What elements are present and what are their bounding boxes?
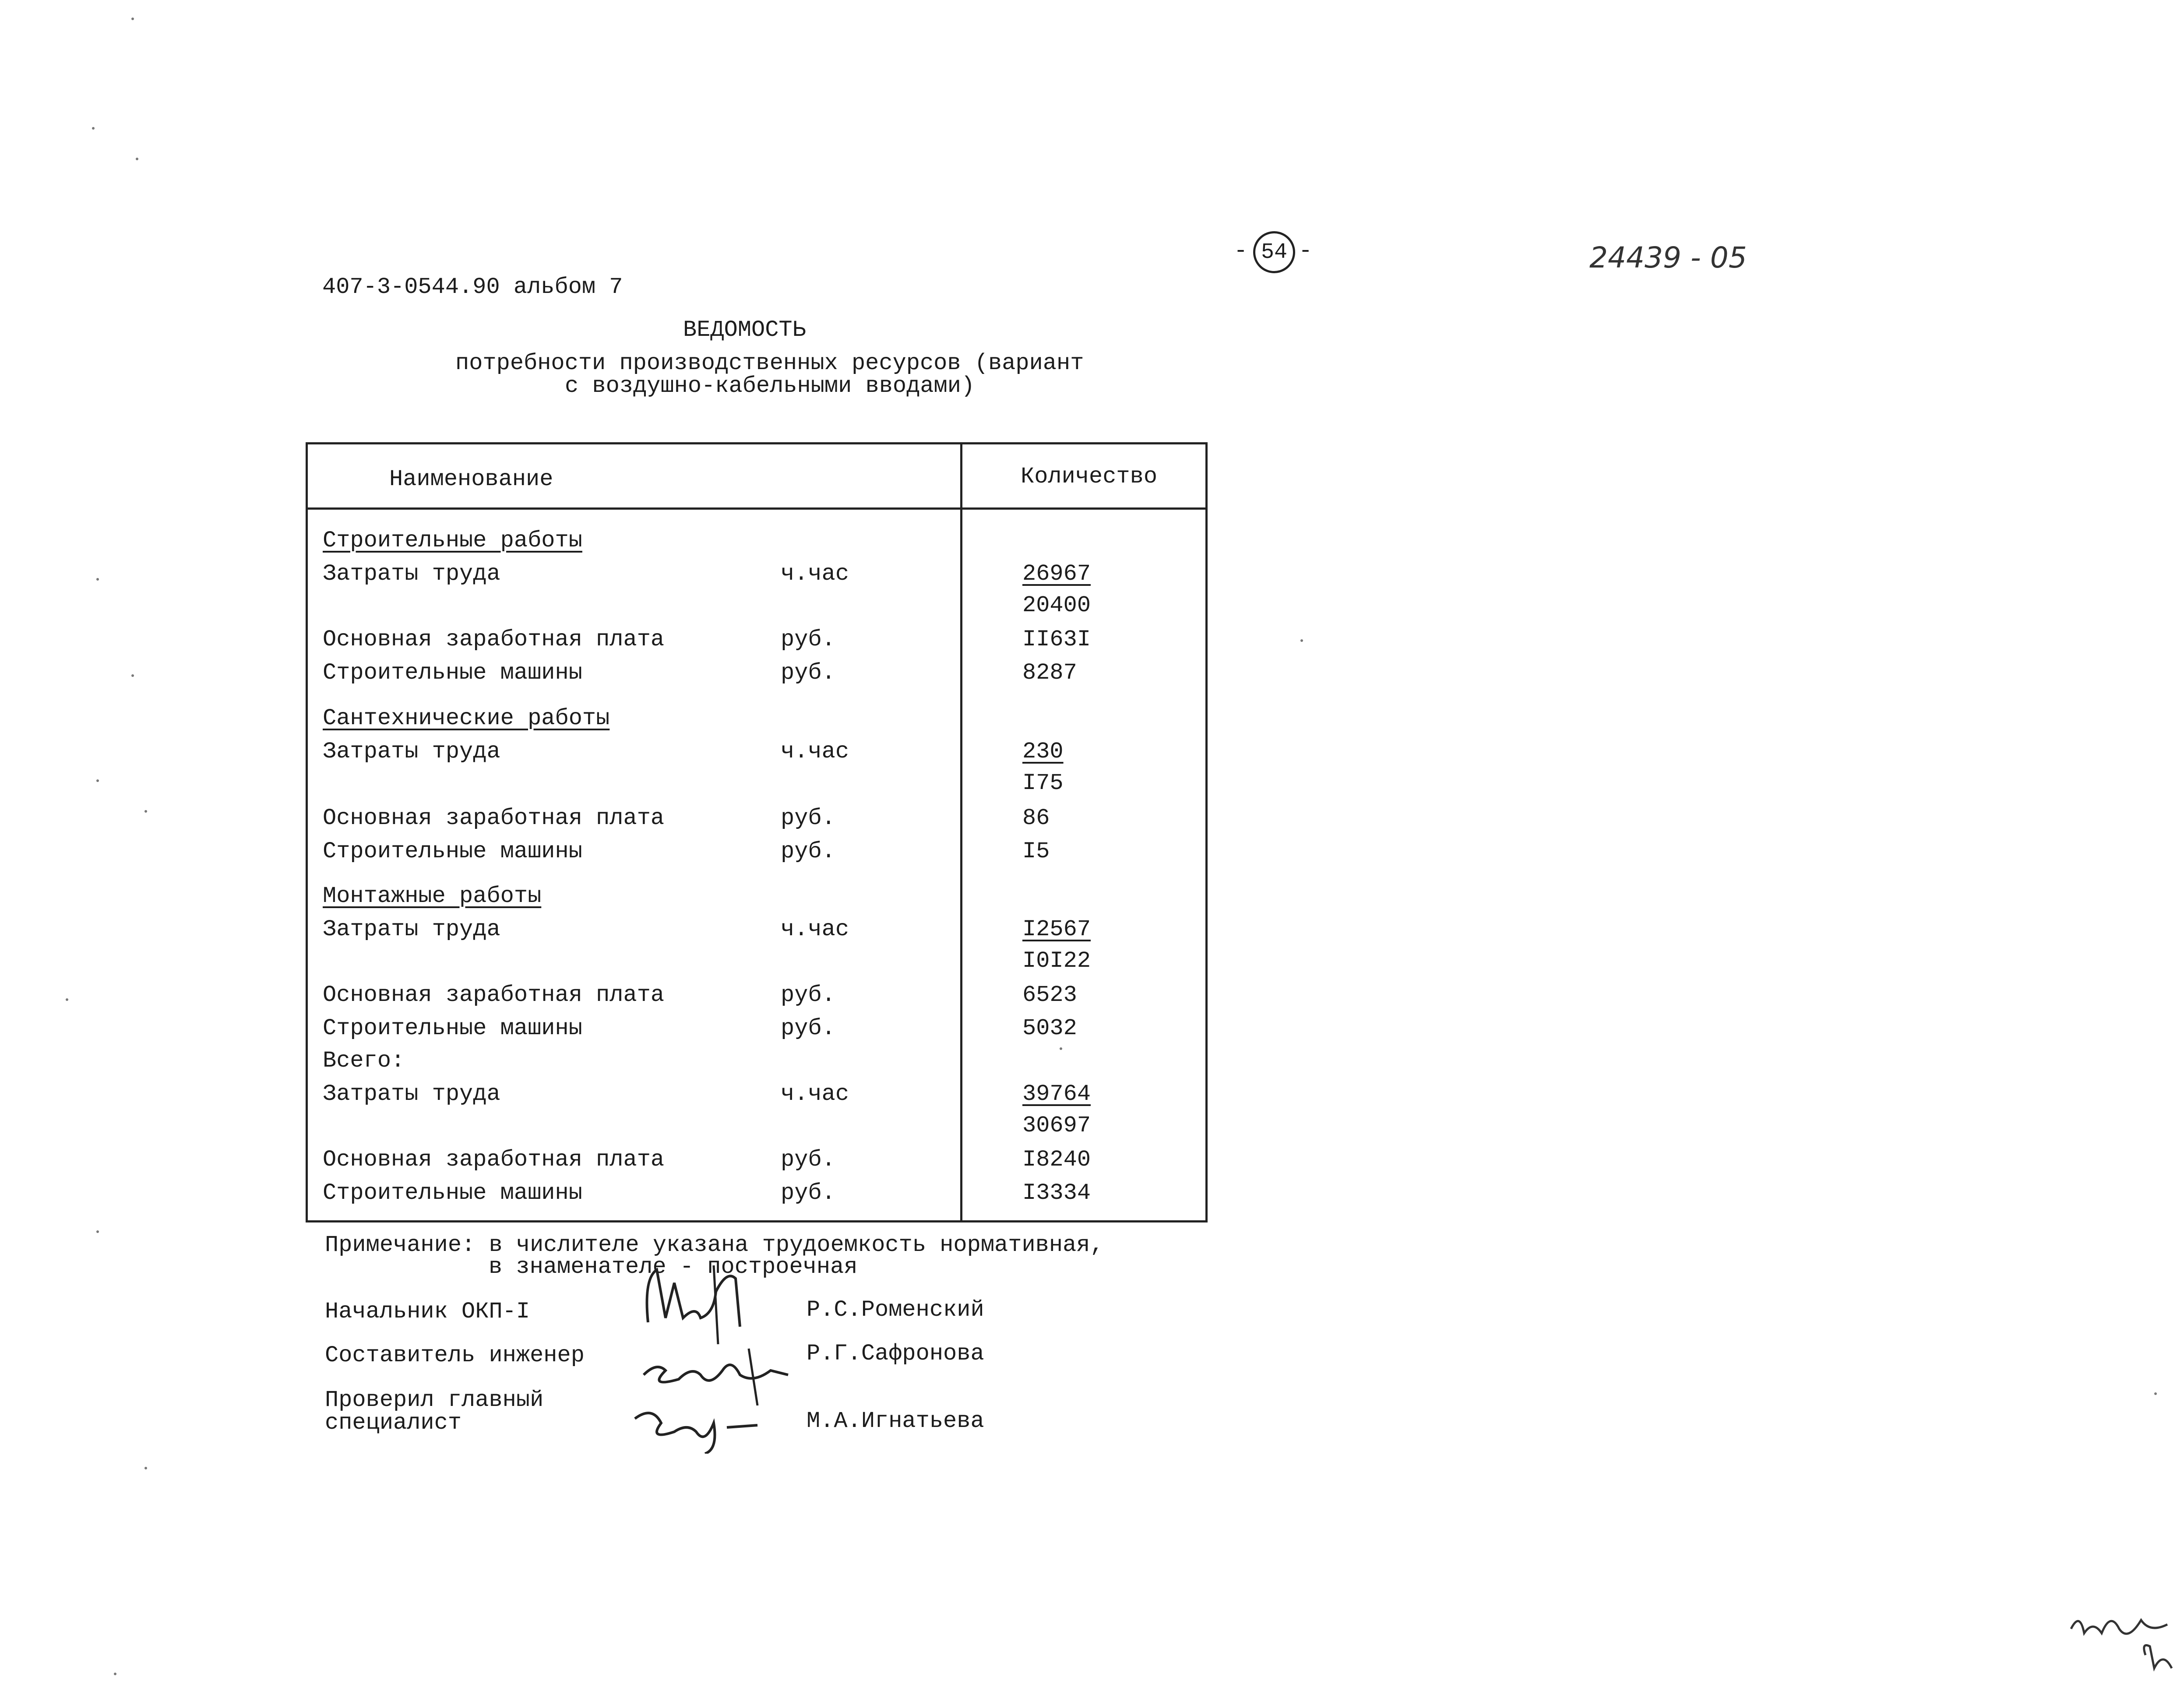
table-row (308, 805, 1205, 838)
note-line1: Примечание: в числителе указана трудоемкость нормативная, (325, 1232, 1104, 1258)
table-row (308, 627, 1205, 660)
row-unit: руб. (781, 1147, 835, 1173)
row-unit: руб. (781, 1015, 835, 1041)
table-row-denominator (308, 770, 1205, 803)
row-unit: ч.час (781, 739, 849, 764)
row-name: Затраты труда (323, 916, 500, 942)
table-row-denominator (308, 1113, 1205, 1146)
row-unit: руб. (781, 660, 835, 686)
row-unit: руб. (781, 838, 835, 864)
row-quantity: I5 (1022, 838, 1050, 864)
row-name: Строительные машины (323, 1015, 582, 1041)
row-quantity-denominator: 20400 (1022, 592, 1091, 618)
header-divider (308, 507, 1205, 510)
table-row (308, 982, 1205, 1015)
row-quantity-denominator: I75 (1022, 770, 1064, 796)
row-unit: руб. (781, 1180, 835, 1206)
signer-name: Р.С.Роменский (807, 1297, 984, 1323)
row-quantity-denominator: 30697 (1022, 1113, 1091, 1138)
row-quantity: I3334 (1022, 1180, 1091, 1206)
page-number: 54 (1253, 231, 1295, 273)
document-code: 407-3-0544.90 альбом 7 (322, 274, 623, 300)
row-name: Затраты труда (323, 739, 500, 764)
row-unit: руб. (781, 627, 835, 652)
signer-role-line2: специалист (325, 1410, 462, 1436)
row-quantity-numerator: 230 (1022, 739, 1064, 764)
row-name: Основная заработная плата (323, 627, 665, 652)
document-title: ВЕДОМОСТЬ (683, 317, 806, 343)
scan-speck (96, 578, 99, 581)
signer-role: Составитель инженер (325, 1342, 585, 1368)
signer-name: М.А.Игнатьева (807, 1408, 984, 1434)
scan-speck (1060, 1047, 1062, 1050)
table-row (308, 660, 1205, 693)
scan-speck (96, 779, 99, 782)
corner-signature (2067, 1603, 2180, 1677)
table-row (308, 1015, 1205, 1049)
scan-speck (1300, 639, 1303, 642)
section-title: Монтажные работы (323, 883, 542, 909)
note-line2: в знаменателе - построечная (489, 1254, 858, 1280)
page-number-dash-left: - (1234, 238, 1248, 264)
table-row (308, 838, 1205, 872)
scan-speck (131, 18, 134, 20)
table-row (308, 916, 1205, 950)
row-name: Основная заработная плата (323, 1147, 665, 1173)
row-name: Затраты труда (323, 1081, 500, 1107)
table-row (308, 1180, 1205, 1213)
document-subtitle-line2: с воздушно-кабельными вводами) (565, 373, 975, 399)
resource-table (306, 442, 1208, 1222)
column-header-quantity: Количество (1021, 464, 1158, 490)
row-quantity-numerator: 39764 (1022, 1081, 1091, 1107)
scan-speck (66, 998, 68, 1001)
scan-speck (2154, 1392, 2157, 1395)
table-row-denominator (308, 948, 1205, 981)
section-title: Сантехнические работы (323, 705, 610, 731)
row-quantity: 5032 (1022, 1015, 1077, 1041)
signer-role-line1: Проверил главный (325, 1387, 544, 1413)
signer-name: Р.Г.Сафронова (807, 1341, 984, 1367)
table-row (308, 561, 1205, 594)
row-unit: ч.час (781, 561, 849, 587)
section-title-total: Всего: (323, 1048, 405, 1074)
row-name: Строительные машины (323, 1180, 582, 1206)
scan-speck (114, 1673, 116, 1675)
row-quantity-numerator: I2567 (1022, 916, 1091, 942)
document-subtitle-line1: потребности производственных ресурсов (вариант (455, 350, 1084, 376)
page-number-dash-right: - (1299, 238, 1313, 264)
row-quantity: 86 (1022, 805, 1050, 831)
table-row (308, 739, 1205, 772)
row-unit: ч.час (781, 916, 849, 942)
table-row (308, 1147, 1205, 1180)
signature-scribble (639, 1340, 797, 1406)
scan-speck (96, 1230, 99, 1233)
scan-speck (131, 674, 134, 677)
column-header-name: Наименование (389, 466, 553, 492)
table-row-denominator (308, 592, 1205, 626)
scan-speck (144, 810, 147, 813)
table-row (308, 1081, 1205, 1114)
handwritten-code: 24439 - 05 (1589, 241, 1747, 275)
signature-scribble (631, 1406, 762, 1454)
row-quantity: II63I (1022, 627, 1091, 652)
scan-speck (92, 127, 95, 130)
row-unit: руб. (781, 805, 835, 831)
row-quantity: I8240 (1022, 1147, 1091, 1173)
scan-speck (144, 1467, 147, 1469)
row-quantity: 8287 (1022, 660, 1077, 686)
scan-speck (136, 158, 138, 160)
row-quantity-numerator: 26967 (1022, 561, 1091, 587)
row-name: Строительные машины (323, 660, 582, 686)
row-name: Затраты труда (323, 561, 500, 587)
row-name: Основная заработная плата (323, 805, 665, 831)
row-name: Основная заработная плата (323, 982, 665, 1008)
row-unit: руб. (781, 982, 835, 1008)
signer-role: Начальник ОКП-I (325, 1299, 530, 1325)
row-quantity: 6523 (1022, 982, 1077, 1008)
section-title: Строительные работы (323, 528, 582, 553)
row-quantity-denominator: I0I22 (1022, 948, 1091, 974)
signature-scribble (639, 1252, 784, 1349)
row-name: Строительные машины (323, 838, 582, 864)
row-unit: ч.час (781, 1081, 849, 1107)
